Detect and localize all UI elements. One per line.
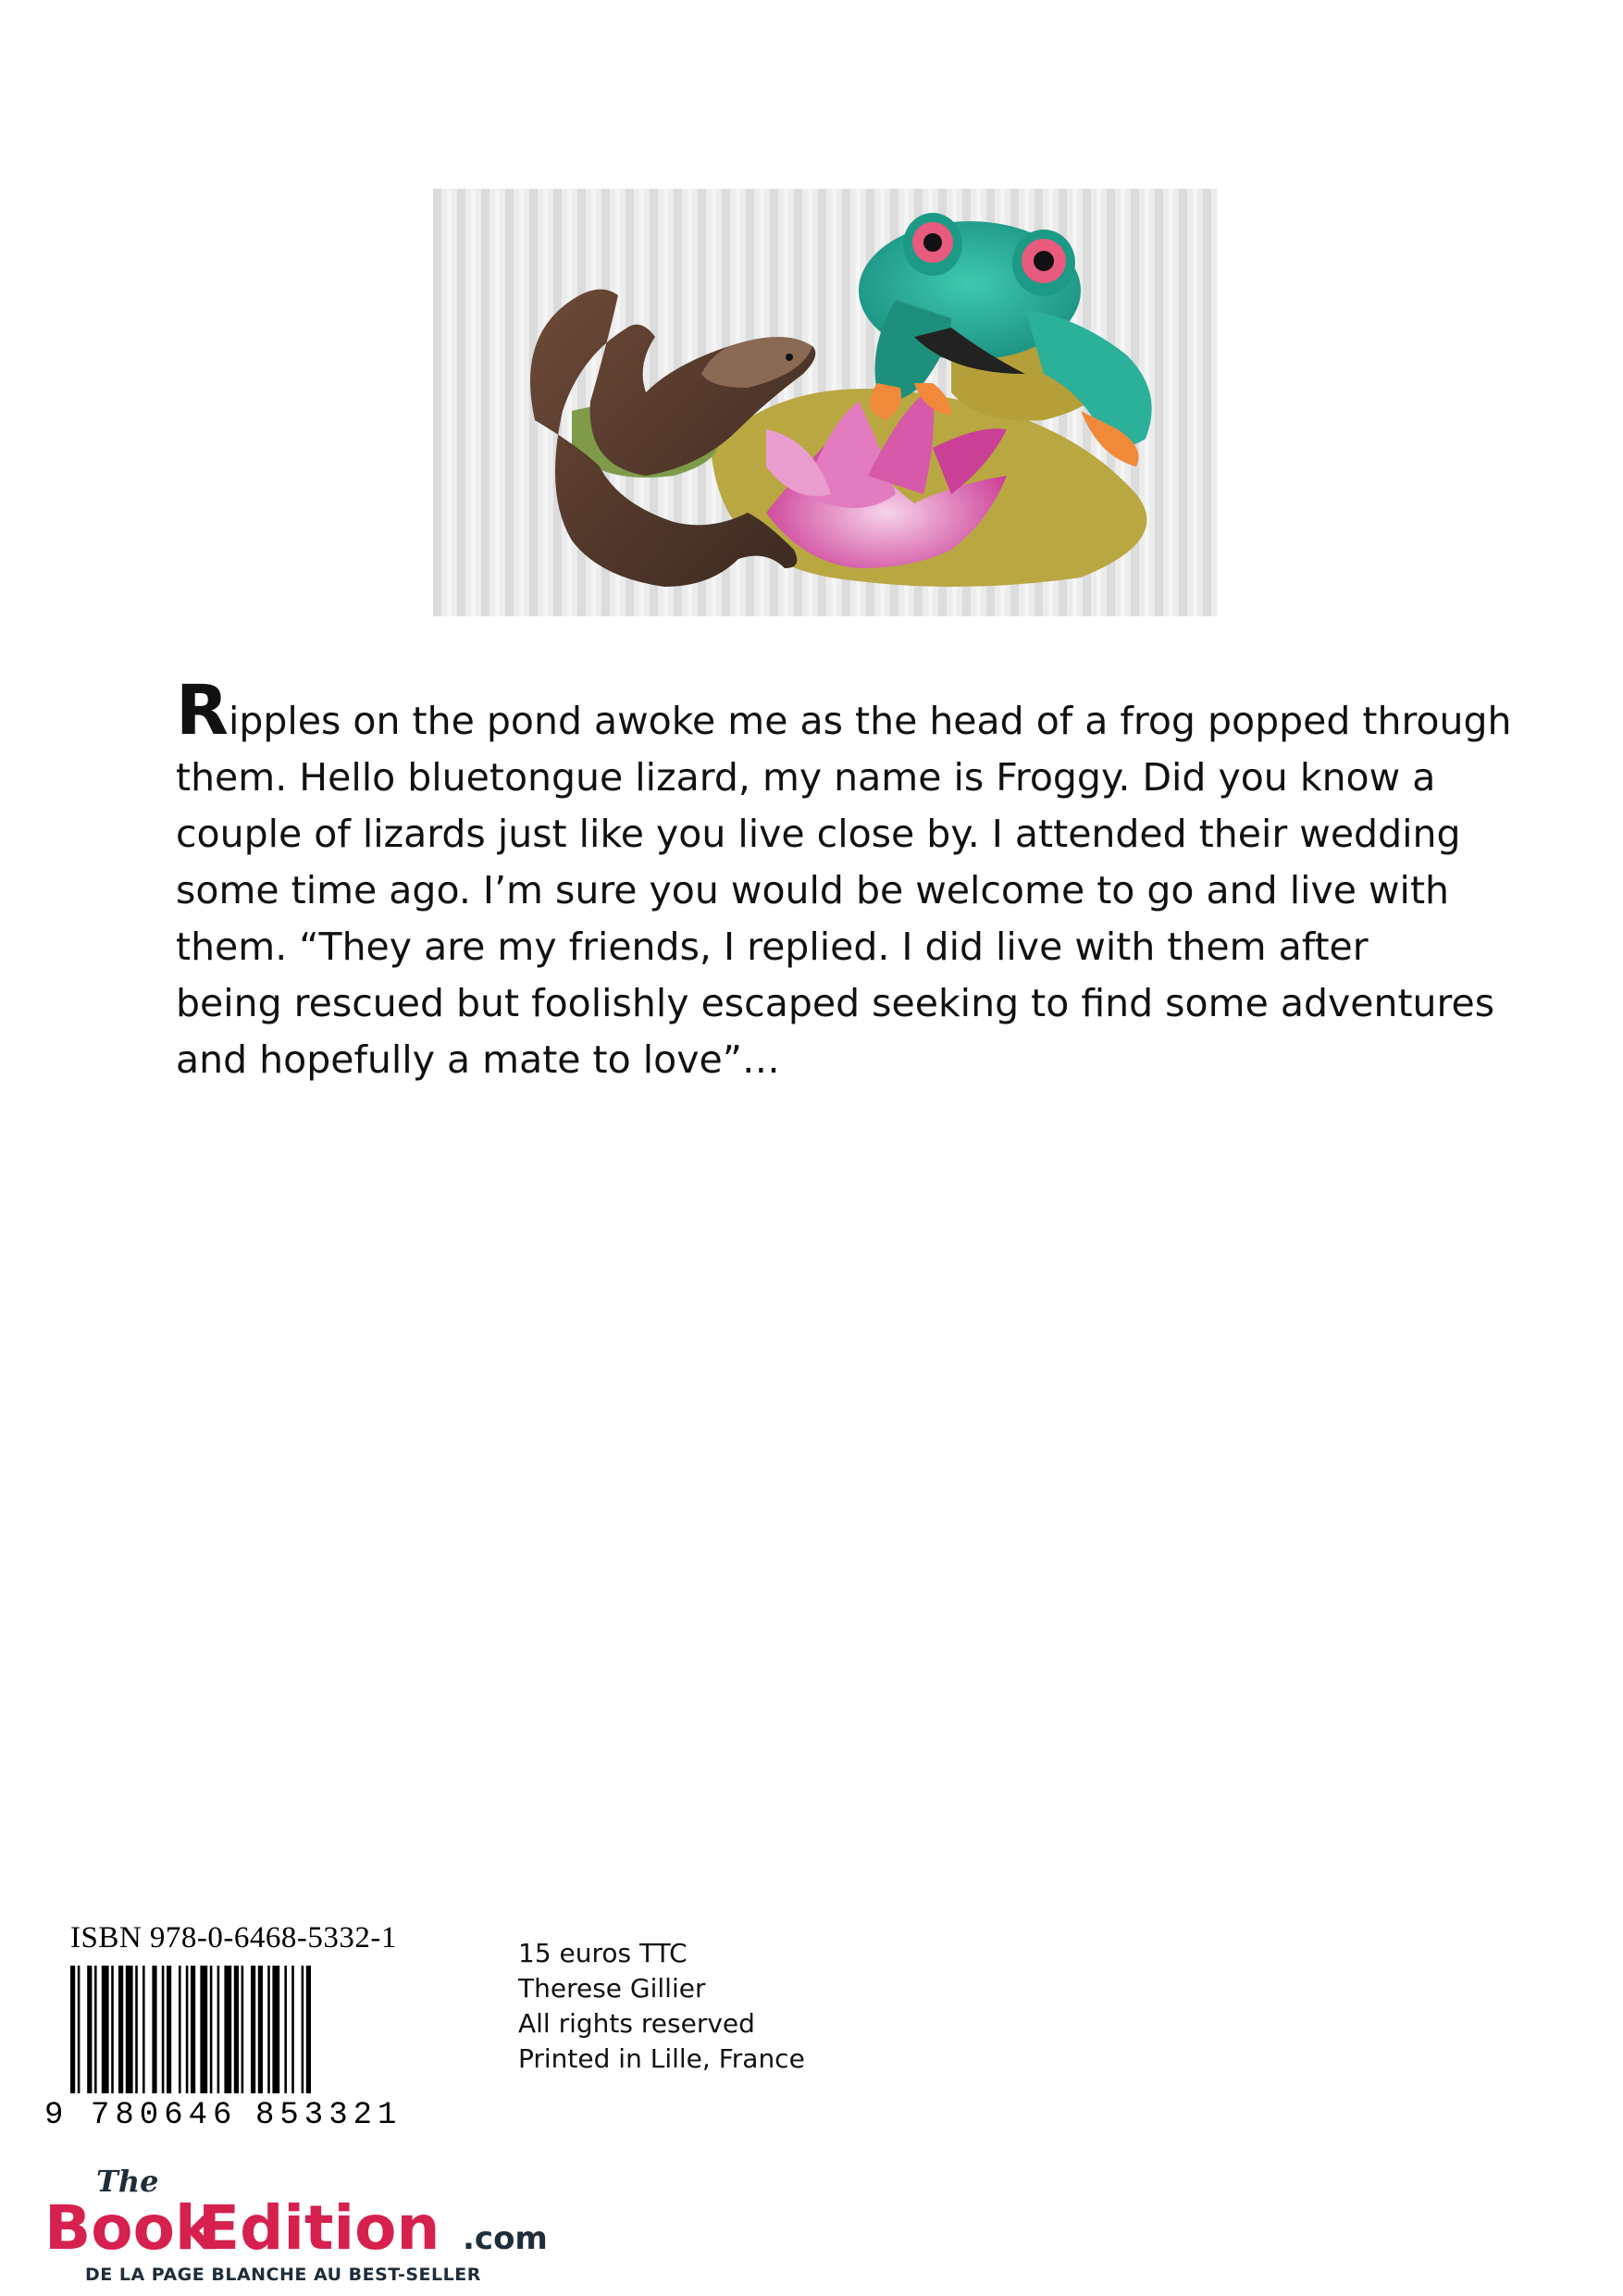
barcode-bar [242, 1966, 244, 2095]
logo-the: The [96, 2166, 159, 2199]
barcode-bar [167, 1966, 171, 2095]
story-line: some time ago. I’m sure you would be welcome to go and live with [176, 868, 1450, 912]
story-text [176, 671, 1512, 1088]
isbn-label: ISBN 978-0-6468-5332-1 [70, 1921, 397, 1955]
barcode-bar [94, 1966, 97, 2095]
logo-edition: Edition [198, 2192, 440, 2264]
story-line: them. “They are my friends, I replied. I did live with them after [176, 925, 1369, 969]
logo-book: Book [44, 2192, 216, 2264]
logo-tagline: DE LA PAGE BLANCHE AU BEST-SELLER [85, 2265, 481, 2285]
barcode-bar [200, 1966, 207, 2095]
barcode-bar [210, 1966, 213, 2095]
barcode-bar [302, 1966, 304, 2095]
story-line: couple of lizards just like you live close by. I attended their wedding [176, 812, 1461, 856]
barcode-bar [234, 1966, 239, 2095]
barcode-bar [217, 1966, 220, 2095]
barcode-bar [152, 1966, 156, 2095]
barcode-bar [126, 1966, 133, 2095]
barcode [37, 1956, 426, 2128]
rights-text: All rights reserved [518, 2008, 755, 2039]
barcode-digits-right: 853321 [255, 2098, 403, 2128]
barcode-bar [111, 1966, 114, 2095]
barcode-bar [272, 1966, 279, 2095]
barcode-digit-first: 9 [44, 2098, 64, 2128]
barcode-bar [87, 1966, 92, 2095]
story-line: Ripples on the pond awoke me as the head of a frog popped through [176, 671, 1512, 751]
publication-info [518, 1936, 805, 2077]
price-text: 15 euros TTC [518, 1938, 688, 1968]
bookedition-logo [44, 2166, 581, 2286]
cover-illustration [433, 189, 1218, 616]
barcode-bar [102, 1966, 109, 2095]
barcode-bar [224, 1966, 231, 2095]
story-line: them. Hello bluetongue lizard, my name is Froggy. Did you know a [176, 755, 1436, 800]
barcode-bar [251, 1966, 255, 2095]
barcode-digits-left: 780646 [91, 2098, 238, 2128]
logo-com: .com [463, 2220, 548, 2257]
barcode-bar [284, 1966, 287, 2095]
author-text: Therese Gillier [518, 1973, 706, 2004]
barcode-bar [179, 1966, 181, 2095]
printed-text: Printed in Lille, France [518, 2043, 805, 2074]
drop-cap: R [176, 671, 229, 751]
barcode-bar [258, 1966, 263, 2095]
barcode-bar [267, 1966, 270, 2095]
barcode-bar [135, 1966, 138, 2095]
barcode-bar [118, 1966, 123, 2095]
barcode-bar [142, 1966, 145, 2095]
barcode-bar [162, 1966, 165, 2095]
story-line: being rescued but foolishly escaped seeking to find some adventures [176, 981, 1495, 1025]
barcode-bar [291, 1966, 294, 2095]
story-line: and hopefully a mate to love”… [176, 1037, 780, 1082]
